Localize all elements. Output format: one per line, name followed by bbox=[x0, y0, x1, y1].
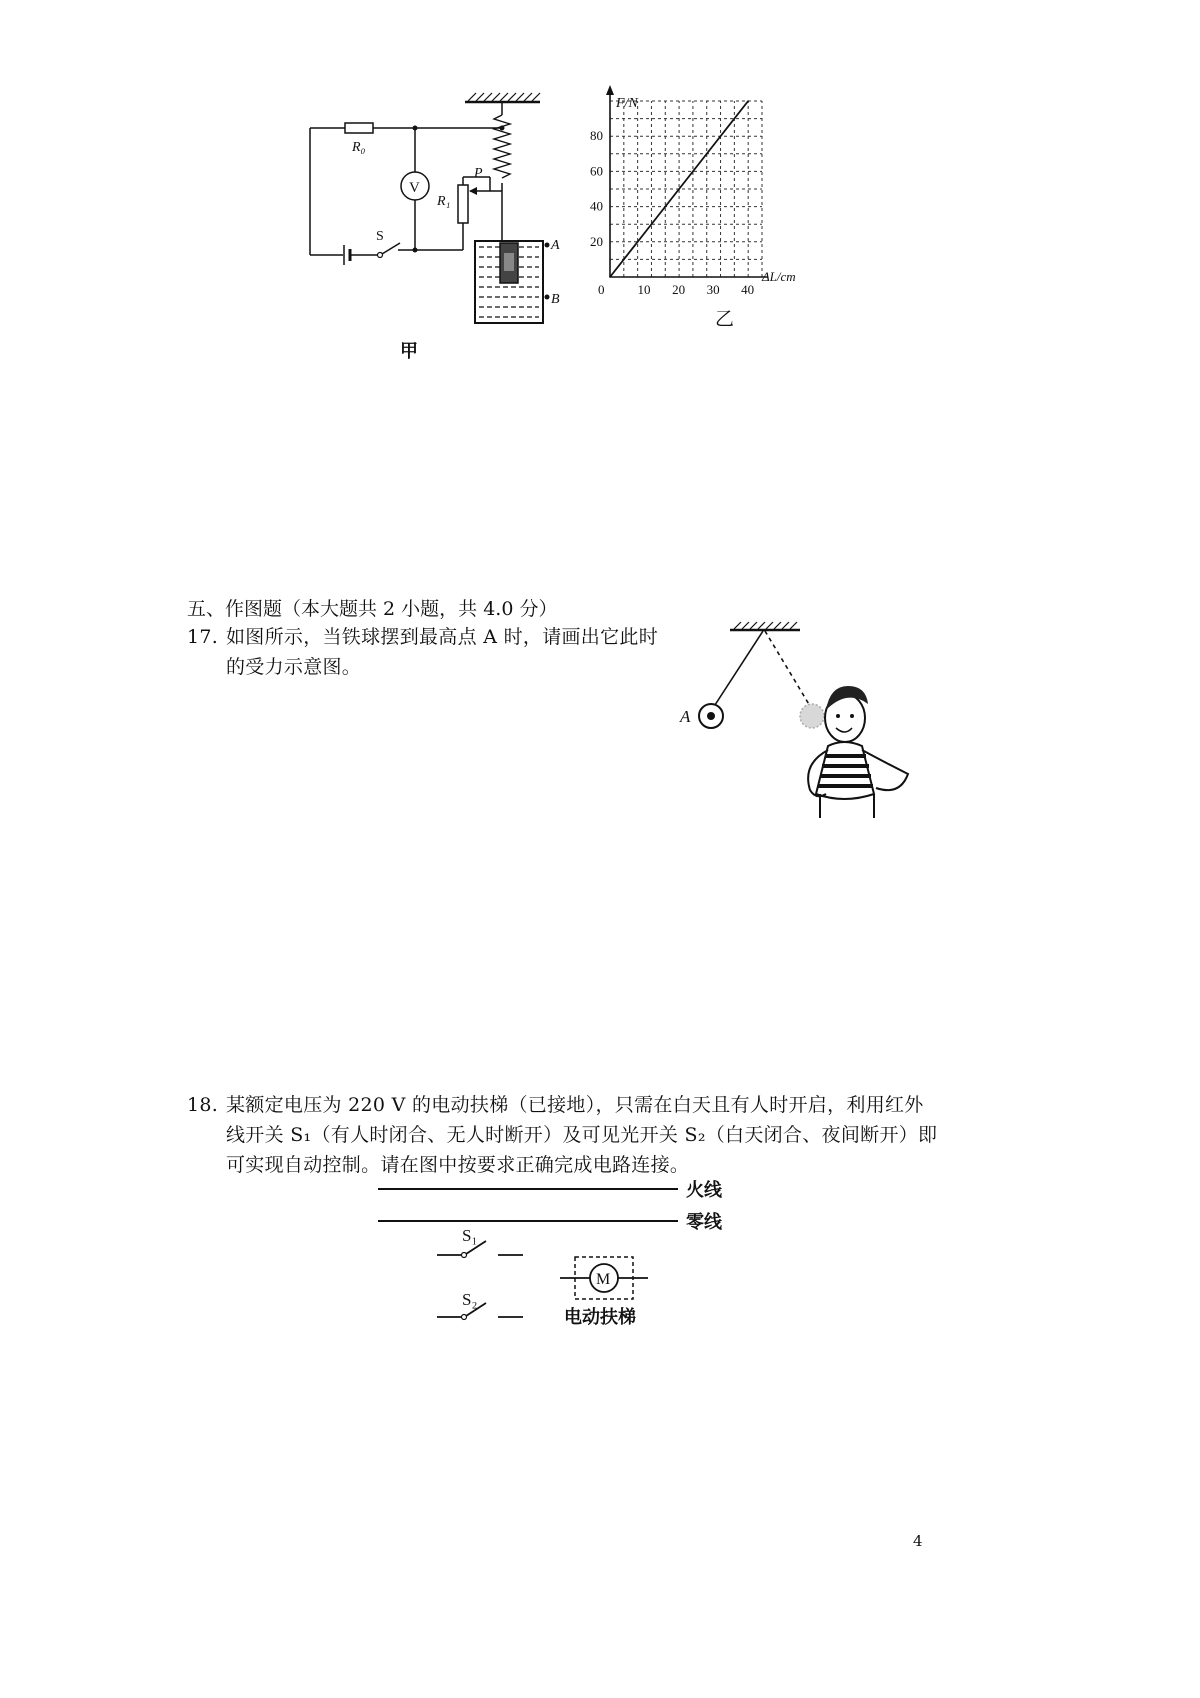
data-point bbox=[747, 100, 749, 102]
q17-line1: 如图所示，当铁球摆到最高点 A 时，请画出它此时 bbox=[226, 626, 659, 648]
y-tick-label: 40 bbox=[590, 198, 603, 214]
page-number: 4 bbox=[913, 1532, 923, 1550]
y-tick-label: 60 bbox=[590, 163, 603, 179]
x-tick-label: 30 bbox=[706, 282, 720, 297]
y-axis-arrow bbox=[606, 85, 614, 95]
neutral-wire-label: 零线 bbox=[686, 1212, 722, 1232]
x-tick-label: 40 bbox=[741, 282, 755, 297]
caption-jia: 甲 bbox=[400, 341, 418, 361]
q18-number: 18. bbox=[187, 1094, 219, 1116]
switch-s2 bbox=[437, 1303, 523, 1320]
q18-circuit-figure bbox=[370, 1175, 760, 1335]
motor-label: M bbox=[596, 1271, 611, 1288]
figure-yi-chart bbox=[580, 85, 830, 350]
x-tick-label: 0 bbox=[598, 282, 605, 297]
chart-ylabel: F/N bbox=[616, 96, 638, 111]
boy-illustration bbox=[808, 686, 908, 818]
label-voltmeter: V bbox=[409, 180, 420, 196]
q18-line2: 线开关 S₁（有人时闭合、无人时断开）及可见光开关 S₂（白天闭合、夜间断开）即 bbox=[226, 1124, 938, 1146]
chart-xlabel: ΔL/cm bbox=[762, 269, 796, 284]
y-tick-label: 20 bbox=[590, 233, 603, 249]
label-level-b: B bbox=[551, 292, 560, 307]
switch-s1 bbox=[437, 1241, 523, 1258]
figure-jia-circuit bbox=[300, 85, 590, 370]
label-slider-p: P bbox=[474, 166, 483, 181]
s2-label: S₂ bbox=[462, 1290, 478, 1309]
caption-yi: 乙 bbox=[715, 309, 735, 330]
y-tick-label: 80 bbox=[590, 128, 603, 144]
data-point bbox=[713, 144, 715, 146]
escalator-label: 电动扶梯 bbox=[564, 1307, 636, 1327]
q17-pendulum-figure bbox=[670, 618, 930, 828]
label-r1: R₁ bbox=[437, 194, 451, 209]
q17-label-a: A bbox=[680, 707, 691, 726]
q17-line2: 的受力示意图。 bbox=[226, 656, 362, 678]
data-point bbox=[644, 232, 646, 234]
section-title: 五、作图题（本大题共 2 小题，共 4.0 分） bbox=[187, 598, 558, 620]
q17-number: 17. bbox=[187, 626, 219, 648]
x-tick-label: 10 bbox=[637, 282, 651, 297]
label-r0: R₀ bbox=[352, 140, 366, 155]
q18-line1: 某额定电压为 220 V 的电动扶梯（已接地），只需在白天且有人时开启，利用红外 bbox=[226, 1094, 924, 1116]
data-point bbox=[678, 188, 680, 190]
label-level-a: A bbox=[551, 238, 560, 253]
label-switch: S bbox=[376, 229, 384, 244]
s1-label: S₁ bbox=[462, 1226, 478, 1245]
live-wire-label: 火线 bbox=[686, 1180, 722, 1200]
x-tick-label: 20 bbox=[672, 282, 686, 297]
q18-line3: 可实现自动控制。请在图中按要求正确完成电路连接。 bbox=[226, 1154, 690, 1176]
data-point bbox=[609, 276, 611, 278]
